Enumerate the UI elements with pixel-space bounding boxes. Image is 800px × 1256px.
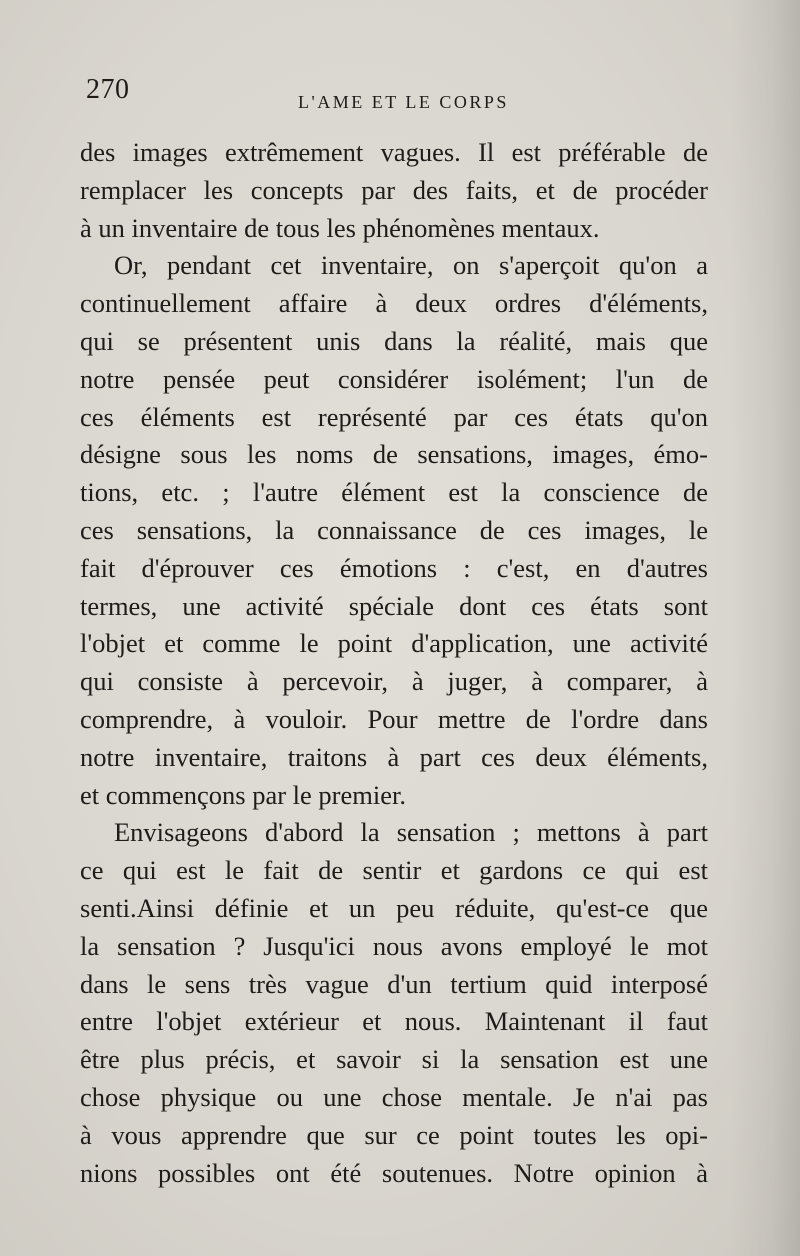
text-line: continuellement affaire à deux ordres d'éléments, (80, 288, 708, 319)
text-line: nions possibles ont été soutenues. Notre opinion à (80, 1157, 708, 1188)
text-line: chose physique ou une chose mentale. Je n'ai pas (80, 1081, 708, 1112)
text-line: senti.Ainsi définie et un peu réduite, qu'est-ce que (80, 892, 708, 923)
page-number: 270 (86, 74, 130, 105)
text-line: des images extrêmement vagues. Il est préférable de (80, 137, 708, 167)
text-line: Envisageons d'abord la sensation ; mettons à part (114, 817, 708, 848)
text-line: et commençons par le premier. (80, 779, 406, 810)
text-line: ces éléments est représenté par ces états qu'on (80, 401, 708, 432)
text-line: qui se présentent unis dans la réalité, mais que (80, 325, 708, 356)
body-text (80, 134, 708, 1192)
text-line: à vous apprendre que sur ce point toutes les opi- (80, 1119, 708, 1150)
running-head: L'AME ET LE CORPS (298, 92, 509, 112)
text-line: Or, pendant cet inventaire, on s'aperçoit qu'on a (114, 250, 708, 281)
text-line: notre inventaire, traitons à part ces deux éléments, (80, 741, 708, 772)
page-edge-shadow (730, 0, 800, 1256)
text-line: désigne sous les noms de sensations, images, émo- (80, 439, 708, 470)
text-line: remplacer les concepts par des faits, et de procéder (80, 174, 708, 205)
text-line: ce qui est le fait de sentir et gardons ce qui est (80, 855, 708, 886)
text-line: entre l'objet extérieur et nous. Maintenant il faut (80, 1006, 708, 1037)
text-line: tions, etc. ; l'autre élément est la conscience de (80, 477, 708, 508)
text-line: ces sensations, la connaissance de ces images, le (80, 514, 708, 545)
text-line: fait d'éprouver ces émotions : c'est, en d'autres (80, 552, 708, 583)
text-line: à un inventaire de tous les phénomènes mentaux. (80, 212, 600, 243)
text-line: comprendre, à vouloir. Pour mettre de l'ordre dans (80, 703, 708, 734)
text-line: notre pensée peut considérer isolément; l'un de (80, 363, 708, 394)
text-line: dans le sens très vague d'un tertium quid interposé (80, 968, 708, 999)
text-line: termes, une activité spéciale dont ces états sont (80, 590, 708, 621)
text-line: qui consiste à percevoir, à juger, à comparer, à (80, 666, 708, 697)
text-line: être plus précis, et savoir si la sensation est une (80, 1044, 708, 1075)
page-header (86, 72, 706, 112)
text-line: l'objet et comme le point d'application, une activité (80, 628, 708, 659)
text-line: la sensation ? Jusqu'ici nous avons employé le mot (80, 930, 708, 961)
